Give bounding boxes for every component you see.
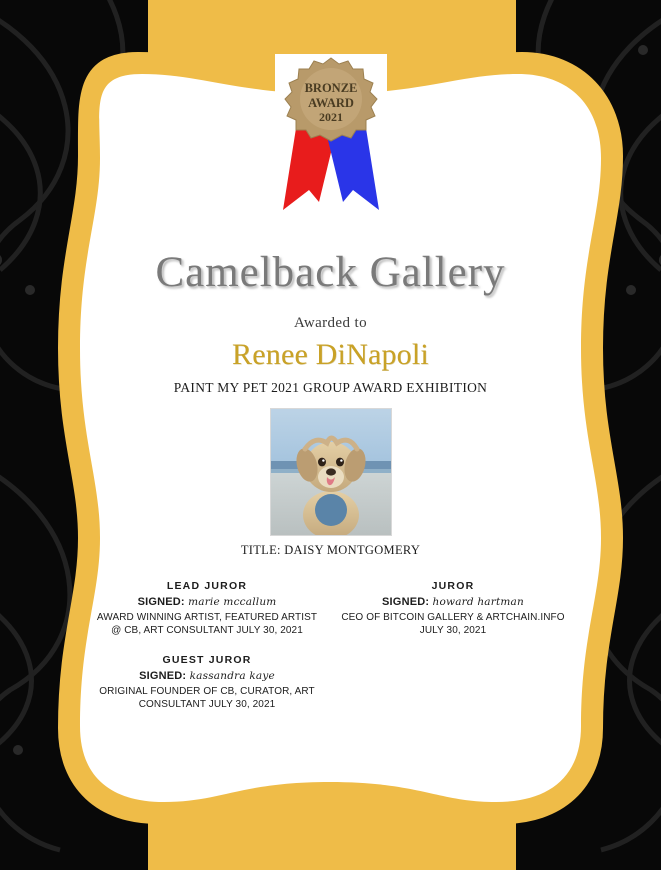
juror-signature-guest: kassandra kaye xyxy=(189,670,275,682)
juror-block-guest xyxy=(92,654,322,711)
juror-signed-juror xyxy=(338,596,568,608)
juror-description-juror: CEO OF BITCOIN GALLERY & ARTCHAIN.INFO JULY 30, 2021 xyxy=(341,612,565,636)
juror-signed-guest xyxy=(92,670,322,682)
juror-signed-label-juror: SIGNED: xyxy=(382,596,430,608)
artwork-title: TITLE: DAISY MONTGOMERY xyxy=(240,543,421,557)
juror-role-juror: JUROR xyxy=(431,580,475,592)
juror-role-lead: LEAD JUROR xyxy=(166,580,248,592)
gallery-title: Camelback Gallery xyxy=(155,249,506,296)
juror-description-guest: ORIGINAL FOUNDER OF CB, CURATOR, ART CONSULTANT JULY 30, 2021 xyxy=(99,686,315,710)
exhibition-title: PAINT MY PET 2021 GROUP AWARD EXHIBITION xyxy=(173,380,488,395)
juror-description-lead: AWARD WINNING ARTIST, FEATURED ARTIST @ CB, ART CONSULTANT JULY 30, 2021 xyxy=(96,612,318,636)
seal-line-1: BRONZE xyxy=(304,81,357,95)
juror-signed-label-guest: SIGNED: xyxy=(139,670,187,682)
seal-line-2: AWARD xyxy=(307,96,354,110)
juror-signed-label-lead: SIGNED: xyxy=(137,596,185,608)
seal-line-3: 2021 xyxy=(318,110,343,124)
juror-block-lead xyxy=(92,580,322,637)
juror-signed-lead xyxy=(92,596,322,608)
dog-portrait-image xyxy=(271,409,391,535)
certificate-content xyxy=(70,70,591,810)
award-seal-icon xyxy=(261,50,401,225)
juror-role-guest: GUEST JUROR xyxy=(162,654,252,666)
jurors-section xyxy=(70,580,591,730)
artwork-image xyxy=(270,408,392,536)
recipient-name: Renee DiNapoli xyxy=(232,338,429,371)
juror-signature-juror: howard hartman xyxy=(432,596,524,608)
juror-signature-lead: marie mccallum xyxy=(188,596,277,608)
award-seal xyxy=(70,62,591,232)
juror-block-juror xyxy=(338,580,568,637)
awarded-to-label: Awarded to xyxy=(293,315,368,331)
